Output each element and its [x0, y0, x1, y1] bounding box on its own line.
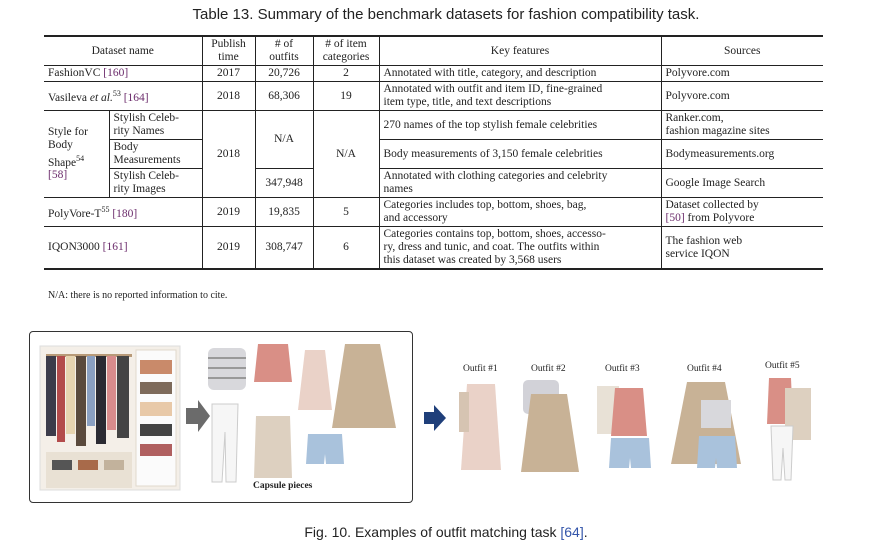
outfit-label-5: Outfit #5: [765, 361, 800, 371]
outfit-count: 68,306: [255, 82, 313, 111]
table-row: [44, 66, 823, 82]
key-features: Body measurements of 3,150 female celebrities: [379, 140, 661, 169]
outfit-label-2: Outfit #2: [531, 364, 566, 374]
arrow-right-icon: [424, 405, 446, 431]
outfits-illustration: [455, 374, 835, 484]
wardrobe-photo: [40, 346, 180, 490]
sources: Bodymeasurements.org: [661, 140, 823, 169]
header-sources: Sources: [661, 36, 823, 66]
sub-dataset-name: Body Measurements: [109, 140, 202, 169]
category-count: 5: [313, 198, 379, 227]
arrow-right-icon: [186, 400, 210, 432]
figure-caption: Fig. 10. Examples of outfit matching task [64].: [304, 524, 588, 540]
category-count: 19: [313, 82, 379, 111]
table-row: [44, 169, 823, 198]
table-title: Table 13. Summary of the benchmark datasets for fashion compatibility task.: [192, 6, 700, 23]
outfit-5: [767, 378, 811, 480]
benchmark-table: [44, 35, 823, 270]
table-row: [44, 198, 823, 227]
sub-dataset-name: Stylish Celeb- rity Names: [109, 111, 202, 140]
sub-dataset-name: Stylish Celeb- rity Images: [109, 169, 202, 198]
key-features: Annotated with clothing categories and celebrity names: [379, 169, 661, 198]
header-outfits: # of outfits: [255, 36, 313, 66]
header-categories: # of item categories: [313, 36, 379, 66]
sources: Polyvore.com: [661, 66, 823, 82]
sources: Dataset collected by [50] from Polyvore: [661, 198, 823, 227]
sources: Polyvore.com: [661, 82, 823, 111]
capsule-label: Capsule pieces: [253, 481, 313, 491]
table-row: [44, 227, 823, 270]
key-features: Annotated with outfit and item ID, fine-grained item type, title, and text descriptions: [379, 82, 661, 111]
outfit-count: 20,726: [255, 66, 313, 82]
dataset-name: PolyVore-$T^{55}$ [180]: [44, 198, 202, 227]
publish-time: 2017: [202, 66, 255, 82]
dataset-name: Style for Body Shape$^{54}$ [58]: [44, 111, 109, 198]
dataset-name: IQON3000 [161]: [44, 227, 202, 270]
key-features: Annotated with title, category, and description: [379, 66, 661, 82]
outfit-4: [671, 382, 741, 468]
outfit-count: 19,835: [255, 198, 313, 227]
category-count: 2: [313, 66, 379, 82]
category-count: N/A: [313, 111, 379, 198]
header-key-features: Key features: [379, 36, 661, 66]
table-row: [44, 111, 823, 140]
table-header-row: [44, 36, 823, 66]
key-features: Categories contains top, bottom, shoes, accesso- ry, dress and tunic, and coat. The outfits within this dataset was created by 3,568 users: [379, 227, 661, 270]
key-features: Categories includes top, bottom, shoes, bag, and accessory: [379, 198, 661, 227]
sources: Ranker.com, fashion magazine sites: [661, 111, 823, 140]
header-dataset: Dataset name: [44, 36, 202, 66]
outfit-label-1: Outfit #1: [463, 364, 498, 374]
sources: Google Image Search: [661, 169, 823, 198]
outfit-1: [459, 384, 501, 470]
outfit-label-3: Outfit #3: [605, 364, 640, 374]
outfit-count: 308,747: [255, 227, 313, 270]
capsule-panel: [29, 331, 413, 503]
table-row: [44, 140, 823, 169]
publish-time: 2019: [202, 198, 255, 227]
outfit-count: 347,948: [255, 169, 313, 198]
outfit-2: [521, 380, 579, 472]
key-features: 270 names of the top stylish female celebrities: [379, 111, 661, 140]
outfit-label-4: Outfit #4: [687, 364, 722, 374]
publish-time: 2018: [202, 111, 255, 198]
dataset-name: Vasileva et al.$^{53}$ [164]: [44, 82, 202, 111]
capsule-illustration: [30, 332, 412, 502]
sources: The fashion web service IQON: [661, 227, 823, 270]
header-publish-time: Publish time: [202, 36, 255, 66]
table-footnote: N/A: there is no reported information to cite.: [48, 290, 228, 301]
outfit-3: [597, 386, 651, 468]
publish-time: 2018: [202, 82, 255, 111]
publish-time: 2019: [202, 227, 255, 270]
category-count: 6: [313, 227, 379, 270]
dataset-name: FashionVC [160]: [44, 66, 202, 82]
capsule-pieces: [208, 344, 396, 482]
table-row: [44, 82, 823, 111]
outfit-count: N/A: [255, 111, 313, 169]
